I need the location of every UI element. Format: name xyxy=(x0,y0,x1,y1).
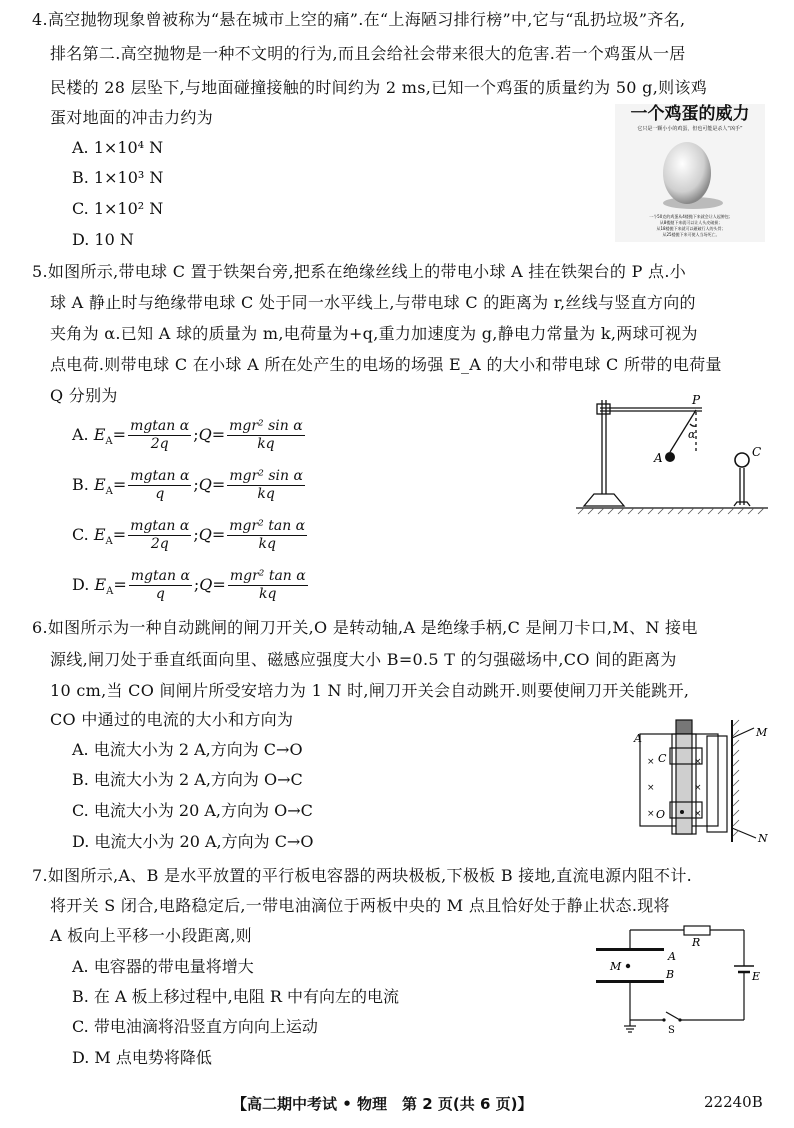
q6-option-b: B. 电流大小为 2 A,方向为 O→C xyxy=(72,770,303,789)
label-m: M xyxy=(756,726,768,739)
q6-line-4: CO 中通过的电流的大小和方向为 xyxy=(50,710,294,729)
poster-caption: 一个50克的鸡蛋从4楼抛下来就会让人起肿包； 从8楼抛下来就可以让人头皮破损； 从18楼抛下来就可以砸破行人的头骨； 从25楼抛下来可使人当场死亡。 xyxy=(649,214,733,237)
q7-option-b: B. 在 A 板上移过程中,电阻 R 中有向左的电流 xyxy=(72,987,399,1006)
q5-figure xyxy=(572,390,772,518)
q7-option-c: C. 带电油滴将沿竖直方向向上运动 xyxy=(72,1017,318,1036)
q6-line-2: 源线,闸刀处于垂直纸面向里、磁感应强度大小 B=0.5 T 的匀强磁场中,CO 间的距离为 xyxy=(50,650,677,669)
label-a: A xyxy=(634,732,642,745)
q4-option-c: C. 1×10² N xyxy=(72,199,164,218)
label-m: M xyxy=(610,960,622,973)
svg-text:×: × xyxy=(647,783,655,793)
q4-line-1: 4.高空抛物现象曾被称为“悬在城市上空的痛”.在“上海陋习排行榜”中,它与“乱扔垃圾”齐名, xyxy=(32,10,686,29)
q7-line-2: 将开关 S 闭合,电路稳定后,一带电油滴位于两板中央的 M 点且恰好处于静止状态.现将 xyxy=(50,896,670,915)
label-b: B xyxy=(666,968,675,981)
label-r: R xyxy=(692,936,701,949)
q4-line-2: 排名第二.高空抛物是一种不文明的行为,而且会给社会带来很大的危害.若一个鸡蛋从一居 xyxy=(50,44,686,63)
svg-text:×: × xyxy=(694,809,702,819)
q5-option-a: A. $E_A=$ $\frac{\text{mgtan α}}{2q}$ ;Q= $\frac{\text{mgr² sin α}}{kq}$ xyxy=(72,418,303,452)
label-c: C xyxy=(658,752,667,765)
label-n: N xyxy=(758,832,768,844)
q4-line-3: 民楼的 28 层坠下,与地面碰撞接触的时间约为 2 ms,已知一个鸡蛋的质量约为 50 g,则该鸡 xyxy=(50,78,707,97)
q4-option-a: A. 1×10⁴ N xyxy=(72,138,164,157)
label-alpha: α xyxy=(688,428,696,441)
label-c: C xyxy=(752,445,762,459)
label-e: E xyxy=(752,970,761,983)
label-s: S xyxy=(668,1025,675,1034)
svg-text:×: × xyxy=(694,757,702,767)
q7-figure xyxy=(588,922,768,1034)
q7-line-1: 7.如图所示,A、B 是水平放置的平行板电容器的两块极板,下极板 B 接地,直流电源内阻不计. xyxy=(32,866,693,885)
q6-line-3: 10 cm,当 CO 间闸片所受安培力为 1 N 时,闸刀开关会自动跳开.则要使闸刀开关能跳开, xyxy=(50,681,690,700)
paper-code: 22240B xyxy=(704,1093,763,1111)
label-a: A xyxy=(668,950,676,963)
q7-line-3: A 板向上平移一小段距离,则 xyxy=(50,926,252,945)
label-a: A xyxy=(654,451,663,465)
q6-option-c: C. 电流大小为 20 A,方向为 O→C xyxy=(72,801,313,820)
q5-option-c: C. $E_A=$ $\frac{\text{mgtan α}}{2q}$ ;Q= $\frac{\text{mgr² tan α}}{kq}$ xyxy=(72,518,306,552)
q5-line-5: Q 分别为 xyxy=(50,386,118,405)
page-footer: 【高二期中考试 • 物理 第 2 页(共 6 页)】 xyxy=(232,1095,533,1113)
svg-text:×: × xyxy=(647,809,655,819)
q4-line-4: 蛋对地面的冲击力约为 xyxy=(50,108,214,127)
svg-text:×: × xyxy=(647,757,655,767)
label-p: P xyxy=(692,393,701,407)
label-o: O xyxy=(656,808,666,821)
poster-subtitle: 它只是一颗小小的鸡蛋，但也可能是杀人“凶手” xyxy=(637,126,743,132)
q4-option-d: D. 10 N xyxy=(72,230,134,249)
poster-title: 一个鸡蛋的威力 xyxy=(630,104,750,124)
q6-option-d: D. 电流大小为 20 A,方向为 C→O xyxy=(72,832,314,851)
egg-poster xyxy=(615,104,765,242)
q7-option-a: A. 电容器的带电量将增大 xyxy=(72,957,254,976)
q4-option-b: B. 1×10³ N xyxy=(72,168,164,187)
svg-text:×: × xyxy=(694,783,702,793)
q7-option-d: D. M 点电势将降低 xyxy=(72,1048,212,1067)
q6-figure xyxy=(632,716,772,844)
q6-line-1: 6.如图所示为一种自动跳闸的闸刀开关,O 是转动轴,A 是绝缘手柄,C 是闸刀卡口,M、N 接电 xyxy=(32,618,698,637)
q5-option-d: D. $E_A=$ $\frac{\text{mgtan α}}{q}$ ;Q= $\frac{\text{mgr² tan α}}{kq}$ xyxy=(72,568,306,602)
q5-line-2: 球 A 静止时与绝缘带电球 C 处于同一水平线上,与带电球 C 的距离为 r,丝线与竖直方向的 xyxy=(50,293,696,312)
q5-line-4: 点电荷.则带电球 C 在小球 A 所在处产生的电场的场强 E_A 的大小和带电球 C 所带的电荷量 xyxy=(50,355,722,374)
q6-option-a: A. 电流大小为 2 A,方向为 C→O xyxy=(72,740,303,759)
q5-option-b: B. $E_A=$ $\frac{\text{mgtan α}}{q}$ ;Q= $\frac{\text{mgr² sin α}}{kq}$ xyxy=(72,468,303,502)
q5-line-3: 夹角为 α.已知 A 球的质量为 m,电荷量为+q,重力加速度为 g,静电力常量为 k,两球可视为 xyxy=(50,324,698,343)
q5-line-1: 5.如图所示,带电球 C 置于铁架台旁,把系在绝缘丝线上的带电小球 A 挂在铁架台的 P 点.小 xyxy=(32,262,687,281)
